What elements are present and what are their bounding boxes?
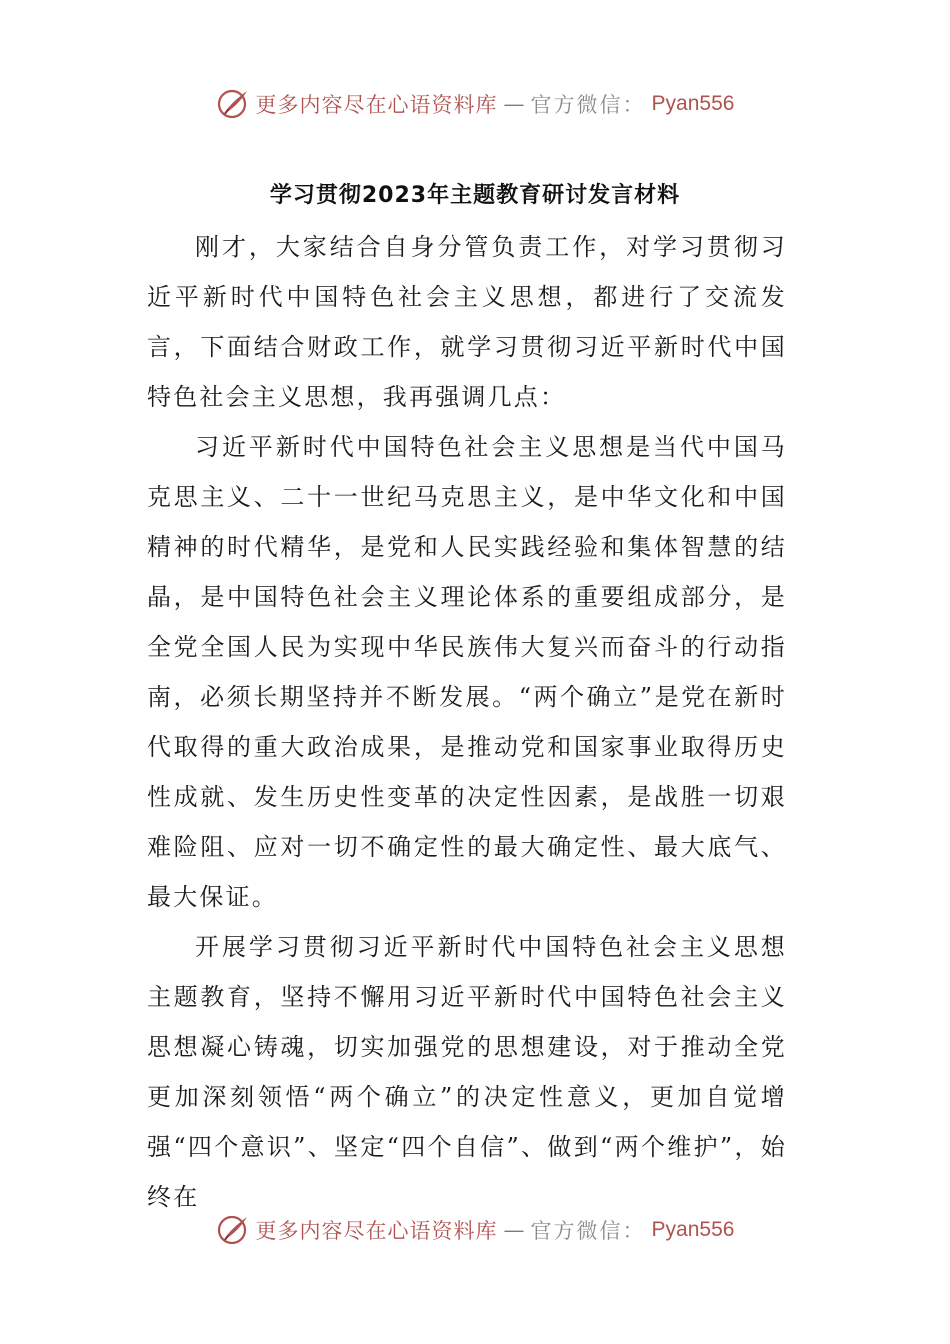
wechat-id: Pyan556 (651, 1218, 735, 1241)
separator-dash: — (503, 1218, 525, 1242)
wechat-id: Pyan556 (651, 92, 735, 115)
header-banner (0, 82, 950, 126)
brand-text: 更多内容尽在心语资料库 (255, 93, 498, 117)
document-title: 学习贯彻2023年主题教育研讨发言材料 (269, 183, 681, 208)
wechat-label: 官方微信： (530, 93, 646, 117)
paragraph: 刚才，大家结合自身分管负责工作，对学习贯彻习近平新时代中国特色社会主义思想，都进行了交流发言，下面结合财政工作，就学习贯彻习近平新时代中国特色社会主义思想，我再强调几点： (147, 233, 787, 411)
quill-pen-logo-icon (216, 1213, 250, 1247)
footer-banner (0, 1208, 950, 1252)
paragraph: 开展学习贯彻习近平新时代中国特色社会主义思想主题教育，坚持不懈用习近平新时代中国特色社会主义思想凝心铸魂，切实加强党的思想建设，对于推动全党更加深刻领悟“两个确立”的决定性意义，更加自觉增强“四个意识”、坚定“四个自信”、做到“两个维护”，始终在 (147, 933, 787, 1211)
quill-pen-logo-icon (216, 87, 250, 121)
wechat-label: 官方微信： (530, 1219, 646, 1243)
paragraph: 习近平新时代中国特色社会主义思想是当代中国马克思主义、二十一世纪马克思主义，是中华文化和中国精神的时代精华，是党和人民实践经验和集体智慧的结晶，是中国特色社会主义理论体系的重要组成部分，是全党全国人民为实现中华民族伟大复兴而奋斗的行动指南，必须长期坚持并不断发展。“两个确立”是党在新时代取得的重大政治成果，是推动党和国家事业取得历史性成就、发生历史性变革的决定性因素，是战胜一切艰难险阻、应对一切不确定性的最大确定性、最大底气、最大保证。 (147, 433, 787, 911)
brand-text: 更多内容尽在心语资料库 (255, 1219, 498, 1243)
document-body (147, 222, 787, 1222)
separator-dash: — (503, 92, 525, 116)
